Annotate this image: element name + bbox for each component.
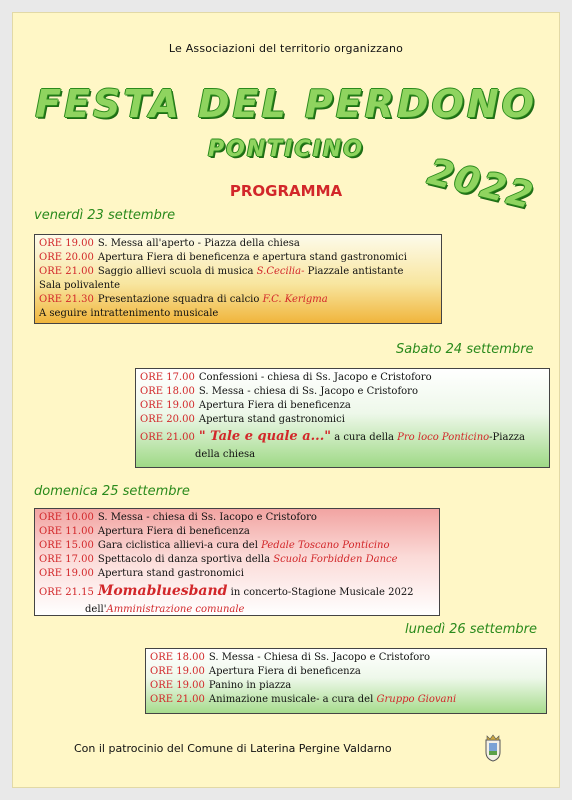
schedule-row	[39, 307, 437, 321]
activity: Saggio allievi scuola di musica	[97, 266, 254, 277]
time: ORE 21.00	[150, 694, 205, 705]
day-date: 25 settembre	[101, 484, 190, 499]
activity: in concerto-Stagione Musicale 2022	[227, 587, 414, 598]
activity-cont: -Piazza	[489, 432, 525, 443]
activity: A seguire intrattenimento musicale	[39, 308, 219, 319]
time: ORE 10.00	[39, 512, 94, 523]
schedule-row	[140, 427, 545, 448]
activity: Apertura Fiera di beneficenza e apertura stand gastronomici	[97, 252, 407, 263]
activity: S. Messa - chiesa di Ss. Iacopo e Cristoforo	[97, 512, 317, 523]
schedule-row	[39, 525, 435, 539]
schedule-row	[39, 279, 437, 293]
day-name: venerdì	[34, 208, 84, 223]
organizers-intro: Le Associazioni del territorio organizzano	[168, 42, 404, 55]
patronage-footer: Con il patrocinio del Comune di Laterina Pergine Valdarno	[74, 742, 392, 755]
schedule-row	[150, 679, 542, 693]
program-heading: PROGRAMMA	[229, 182, 343, 200]
activity: Sala polivalente	[39, 280, 121, 291]
time: ORE 11.00	[39, 526, 94, 537]
time: ORE 19.00	[150, 666, 205, 677]
time: ORE 21.30	[39, 294, 94, 305]
time: ORE 15.00	[39, 540, 94, 551]
time: ORE 17.00	[39, 554, 94, 565]
schedule-row	[39, 539, 435, 553]
activity: Apertura stand gastronomici	[97, 568, 244, 579]
time: ORE 18.00	[150, 652, 205, 663]
activity: S. Messa - chiesa di Ss. Jacopo e Cristoforo	[198, 386, 418, 397]
activity: Spettacolo di danza sportiva della	[97, 554, 271, 565]
schedule-box-monday	[145, 648, 547, 714]
activity: Gara ciclistica allievi-a cura del	[97, 540, 258, 551]
day-date: 23 settembre	[87, 208, 176, 223]
time: ORE 20.00	[39, 252, 94, 263]
time: ORE 21.15	[39, 587, 94, 598]
schedule-row	[140, 385, 545, 399]
activity: Panino in piazza	[208, 680, 292, 691]
schedule-row	[39, 251, 437, 265]
municipal-crest-icon	[483, 734, 503, 762]
day-date: 26 settembre	[449, 622, 537, 637]
day-date: 24 settembre	[445, 342, 534, 357]
activity-cont: Piazzale antistante	[304, 266, 404, 277]
schedule-box-friday	[34, 234, 442, 324]
schedule-row	[39, 603, 435, 617]
show-title: " Tale e quale a..."	[198, 429, 332, 444]
activity: a cura della	[331, 432, 394, 443]
time: ORE 18.00	[140, 386, 195, 397]
band-name: Momabluesband	[97, 583, 228, 599]
activity: Apertura Fiera di beneficenza	[97, 526, 250, 537]
organizer-highlight: Pro loco Ponticino	[397, 432, 490, 443]
activity: della chiesa	[195, 449, 256, 460]
activity: Presentazione squadra di calcio	[97, 294, 260, 305]
time: ORE 21.00	[140, 432, 195, 443]
schedule-row	[140, 413, 545, 427]
activity: Apertura Fiera di beneficenza	[198, 400, 351, 411]
schedule-row	[140, 371, 545, 385]
schedule-row	[39, 265, 437, 279]
organizer-highlight: F.C. Kerigma	[262, 294, 328, 305]
day-name: lunedì	[405, 622, 445, 637]
organizer-highlight: S.Cecilia-	[256, 266, 305, 277]
organizer-highlight: Scuola Forbidden Dance	[273, 554, 398, 565]
activity: S. Messa - Chiesa di Ss. Jacopo e Cristoforo	[208, 652, 431, 663]
time: ORE 17.00	[140, 372, 195, 383]
day-heading-monday	[405, 622, 537, 637]
schedule-row	[150, 693, 542, 707]
schedule-row	[39, 511, 435, 525]
day-heading-friday	[34, 208, 175, 223]
event-year: 2022	[423, 151, 539, 218]
event-poster	[12, 12, 560, 788]
schedule-row	[39, 553, 435, 567]
schedule-row	[140, 448, 545, 462]
schedule-row	[39, 237, 437, 251]
organizer-highlight: Pedale Toscano Ponticino	[261, 540, 390, 551]
activity: S. Messa all'aperto - Piazza della chiesa	[97, 238, 300, 249]
day-name: Sabato	[396, 342, 442, 357]
schedule-row	[140, 399, 545, 413]
time: ORE 19.00	[39, 238, 94, 249]
schedule-row	[150, 651, 542, 665]
day-heading-saturday	[396, 342, 534, 357]
time: ORE 19.00	[39, 568, 94, 579]
time: ORE 19.00	[150, 680, 205, 691]
time: ORE 20.00	[140, 414, 195, 425]
organizer-highlight: Amministrazione comunale	[106, 604, 245, 615]
time: ORE 21.00	[39, 266, 94, 277]
activity: Apertura Fiera di beneficenza	[208, 666, 361, 677]
organizer-highlight: Gruppo Giovani	[376, 694, 457, 705]
schedule-row	[150, 665, 542, 679]
activity: Confessioni - chiesa di Ss. Jacopo e Cristoforo	[198, 372, 432, 383]
schedule-row	[39, 567, 435, 581]
activity: Animazione musicale- a cura del	[208, 694, 374, 705]
schedule-box-saturday	[135, 368, 550, 468]
schedule-box-sunday	[34, 508, 440, 616]
activity: Apertura stand gastronomici	[198, 414, 345, 425]
day-heading-sunday	[34, 484, 190, 499]
schedule-row	[39, 581, 435, 603]
event-title: FESTA DEL PERDONO	[35, 82, 537, 126]
time: ORE 19.00	[140, 400, 195, 411]
activity: dell'	[85, 604, 107, 615]
day-name: domenica	[34, 484, 98, 499]
schedule-row	[39, 293, 437, 307]
event-location: PONTICINO	[208, 137, 364, 162]
